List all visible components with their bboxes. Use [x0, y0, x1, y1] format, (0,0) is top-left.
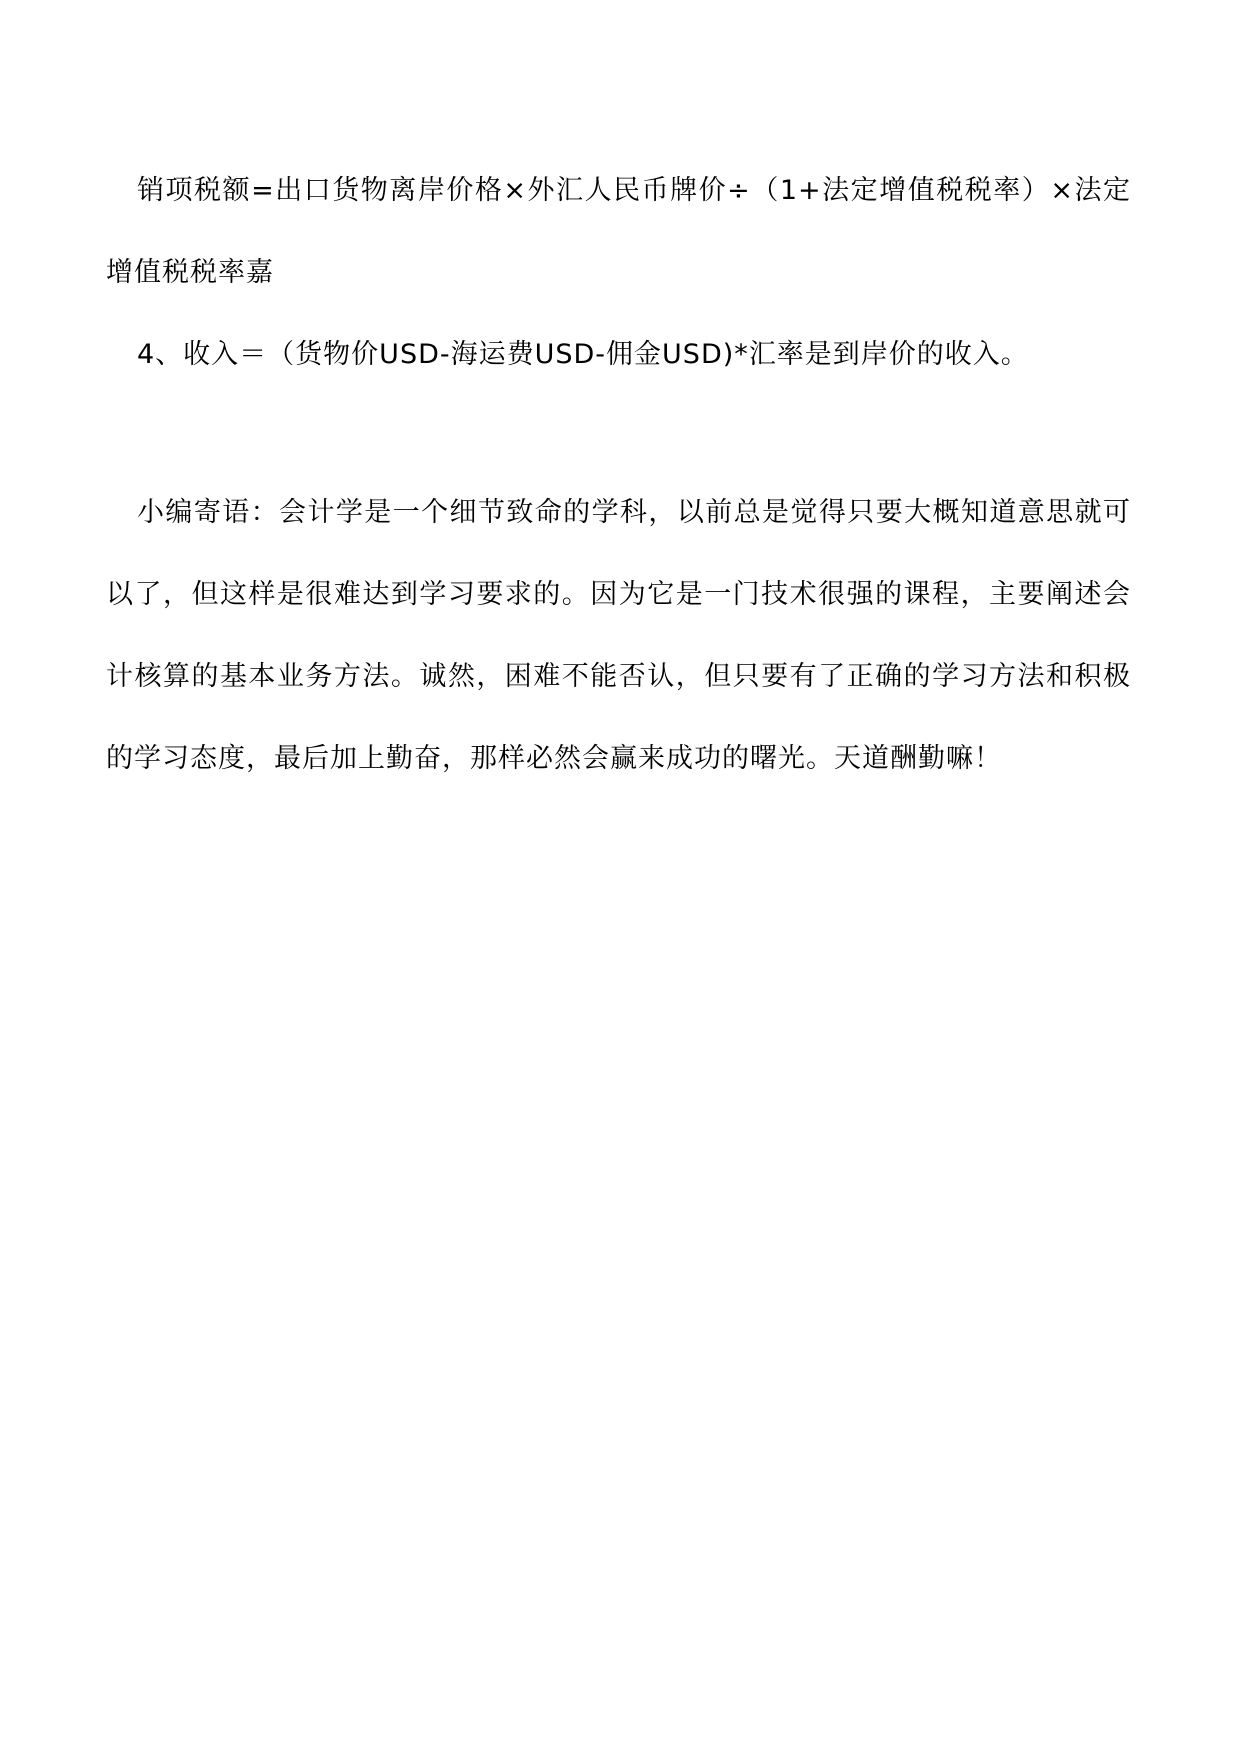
formula-paragraph: 销项税额=出口货物离岸价格×外汇人民币牌价÷（1+法定增值税税率）×法定增值税税率嘉	[106, 175, 1131, 288]
paragraph-spacer	[106, 396, 1131, 472]
editor-note-paragraph: 小编寄语：会计学是一个细节致命的学科，以前总是觉得只要大概知道意思就可以了，但这样是很难达到学习要求的。因为它是一门技术很强的课程，主要阐述会计核算的基本业务方法。诚然，困难不能否认，但只要有了正确的学习方法和积极的学习态度，最后加上勤奋，那样必然会赢来成功的曙光。天道酬勤嘛！	[106, 497, 1131, 774]
document-body	[106, 150, 1131, 800]
income-paragraph: 4、收入＝（货物价USD-海运费USD-佣金USD)*汇率是到岸价的收入。	[137, 339, 1029, 370]
